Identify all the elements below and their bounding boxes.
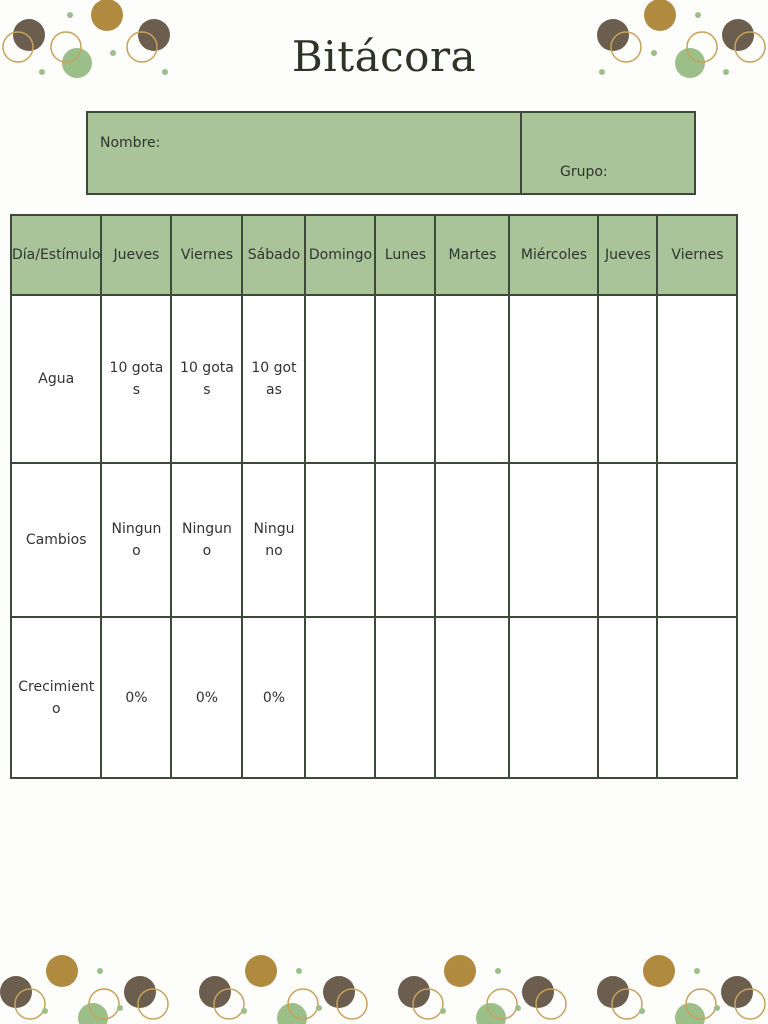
- row-label: Cambios: [11, 463, 101, 617]
- table-cell[interactable]: [305, 463, 375, 617]
- table-cell[interactable]: [305, 617, 375, 778]
- column-header: Viernes: [171, 215, 242, 295]
- column-header: Jueves: [101, 215, 171, 295]
- table-cell[interactable]: [598, 463, 657, 617]
- table-cell[interactable]: [598, 295, 657, 463]
- page-title: Bitácora: [291, 32, 477, 81]
- table-cell[interactable]: [509, 617, 598, 778]
- table-cell[interactable]: 0%: [101, 617, 171, 778]
- table-row: [11, 617, 737, 778]
- row-label: Crecimiento: [11, 617, 101, 778]
- decorative-circles-bottom: [0, 944, 768, 1024]
- table-cell[interactable]: 10 gotas: [242, 295, 305, 463]
- column-header: Martes: [435, 215, 509, 295]
- table-cell[interactable]: Ninguno: [242, 463, 305, 617]
- info-divider: [520, 113, 522, 193]
- table-cell[interactable]: [375, 295, 435, 463]
- table-header-row: [11, 215, 737, 295]
- table-cell[interactable]: [598, 617, 657, 778]
- table-row: [11, 295, 737, 463]
- table-cell[interactable]: Ninguno: [171, 463, 242, 617]
- table-cell[interactable]: [375, 463, 435, 617]
- table-cell[interactable]: 0%: [171, 617, 242, 778]
- nombre-label: Nombre:: [100, 135, 161, 151]
- column-header: Viernes: [657, 215, 737, 295]
- table-cell[interactable]: [435, 295, 509, 463]
- column-header: Día/Estímulo: [11, 215, 101, 295]
- table-cell[interactable]: [375, 617, 435, 778]
- table-cell[interactable]: 10 gotas: [171, 295, 242, 463]
- column-header: Miércoles: [509, 215, 598, 295]
- log-table: [10, 214, 738, 779]
- table-cell[interactable]: 10 gotas: [101, 295, 171, 463]
- student-info-box: [86, 111, 696, 195]
- column-header: Lunes: [375, 215, 435, 295]
- table-cell[interactable]: [657, 617, 737, 778]
- table-cell[interactable]: [509, 463, 598, 617]
- row-label: Agua: [11, 295, 101, 463]
- grupo-label: Grupo:: [560, 164, 608, 180]
- table-cell[interactable]: Ninguno: [101, 463, 171, 617]
- table-cell[interactable]: [657, 463, 737, 617]
- table-cell[interactable]: [435, 617, 509, 778]
- column-header: Sábado: [242, 215, 305, 295]
- column-header: Jueves: [598, 215, 657, 295]
- table-cell[interactable]: [657, 295, 737, 463]
- table-row: [11, 463, 737, 617]
- column-header: Domingo: [305, 215, 375, 295]
- table-cell[interactable]: [305, 295, 375, 463]
- table-cell[interactable]: [435, 463, 509, 617]
- table-cell[interactable]: [509, 295, 598, 463]
- table-cell[interactable]: 0%: [242, 617, 305, 778]
